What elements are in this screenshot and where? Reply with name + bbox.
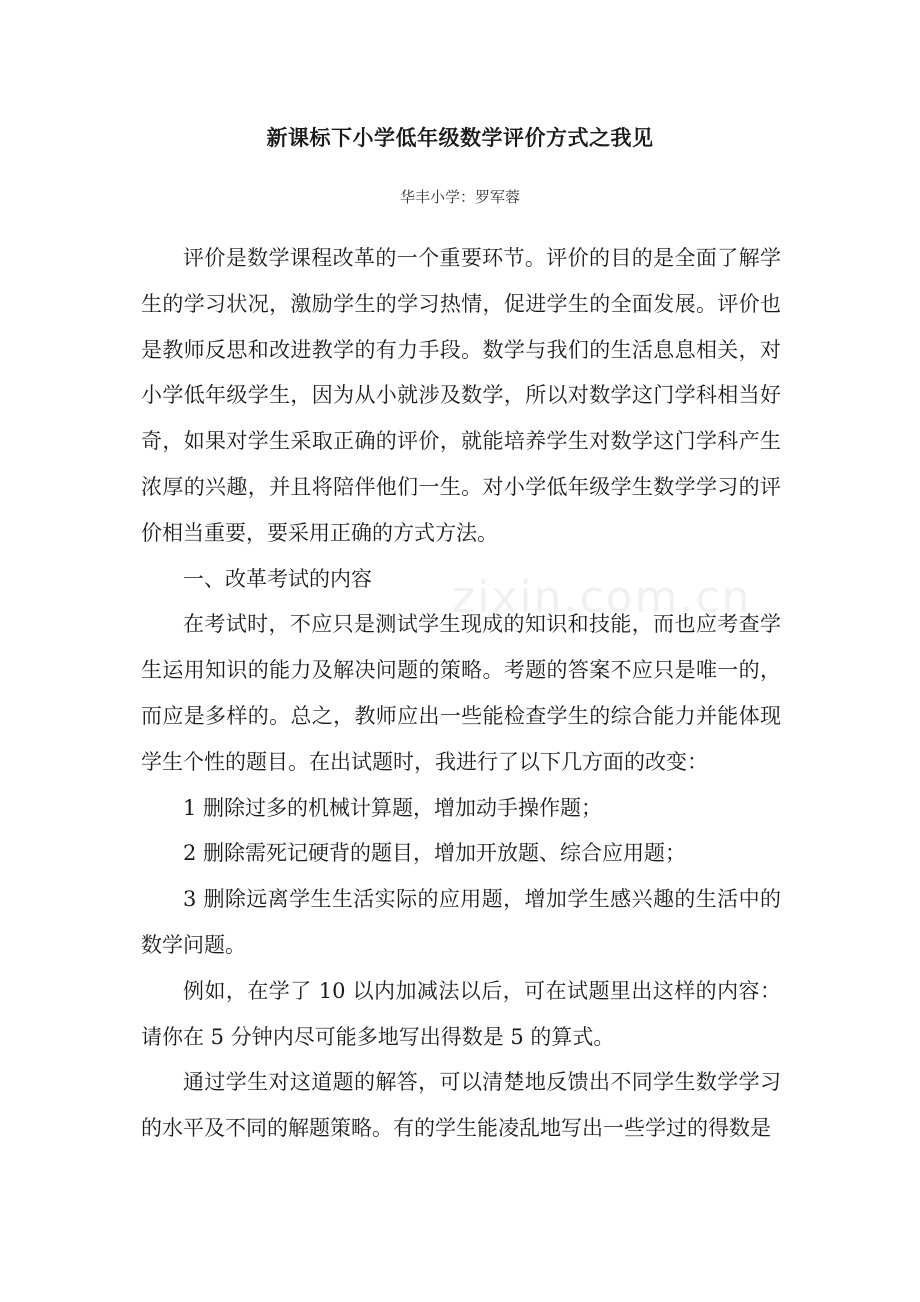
section-heading: 一、改革考试的内容: [183, 566, 372, 591]
list-item-1: 1 删除过多的机械计算题，增加动手操作题；: [183, 795, 603, 820]
watermark: zixin.com.cn: [452, 572, 752, 623]
list-item-3: 3 删除远离学生生活实际的应用题，增加学生感兴趣的生活中的数学问题。: [141, 887, 781, 957]
document-body: [141, 236, 781, 1152]
paragraph-example: 例如，在学了 10 以内加减法以后，可在试题里出这样的内容：请你在 5 分钟内尽可能多地写出得数是 5 的算式。: [141, 978, 781, 1049]
paragraph-analysis: 通过学生对这道题的解答，可以清楚地反馈出不同学生数学学习的水平及不同的解题策略。有的学生能凌乱地写出一些学过的得数是: [141, 1070, 781, 1141]
document-author: 华丰小学：罗军蓉: [399, 188, 520, 206]
paragraph-intro: 评价是数学课程改革的一个重要环节。评价的目的是全面了解学生的学习状况，激励学生的学习热情，促进学生的全面发展。评价也是教师反思和改进教学的有力手段。数学与我们的生活息息相关，对小学低年级学生，因为从小就涉及数学，所以对数学这门学科相当好奇，如果对学生采取正确的评价，就能培养学生对数学这门学科产生浓厚的兴趣，并且将陪伴他们一生。对小学低年级学生数学学习的评价相当重要，要采用正确的方式方法。: [141, 246, 781, 545]
paragraph-exam: 在考试时，不应只是测试学生现成的知识和技能，而也应考查学生运用知识的能力及解决问题的策略。考题的答案不应只是唯一的，而应是多样的。总之，教师应出一些能检查学生的综合能力并能体现学生个性的题目。在出试题时，我进行了以下几方面的改变：: [141, 612, 781, 774]
document-title: 新课标下小学低年级数学评价方式之我见: [266, 125, 654, 150]
list-item-2: 2 删除需死记硬背的题目，增加开放题、综合应用题；: [183, 841, 687, 866]
